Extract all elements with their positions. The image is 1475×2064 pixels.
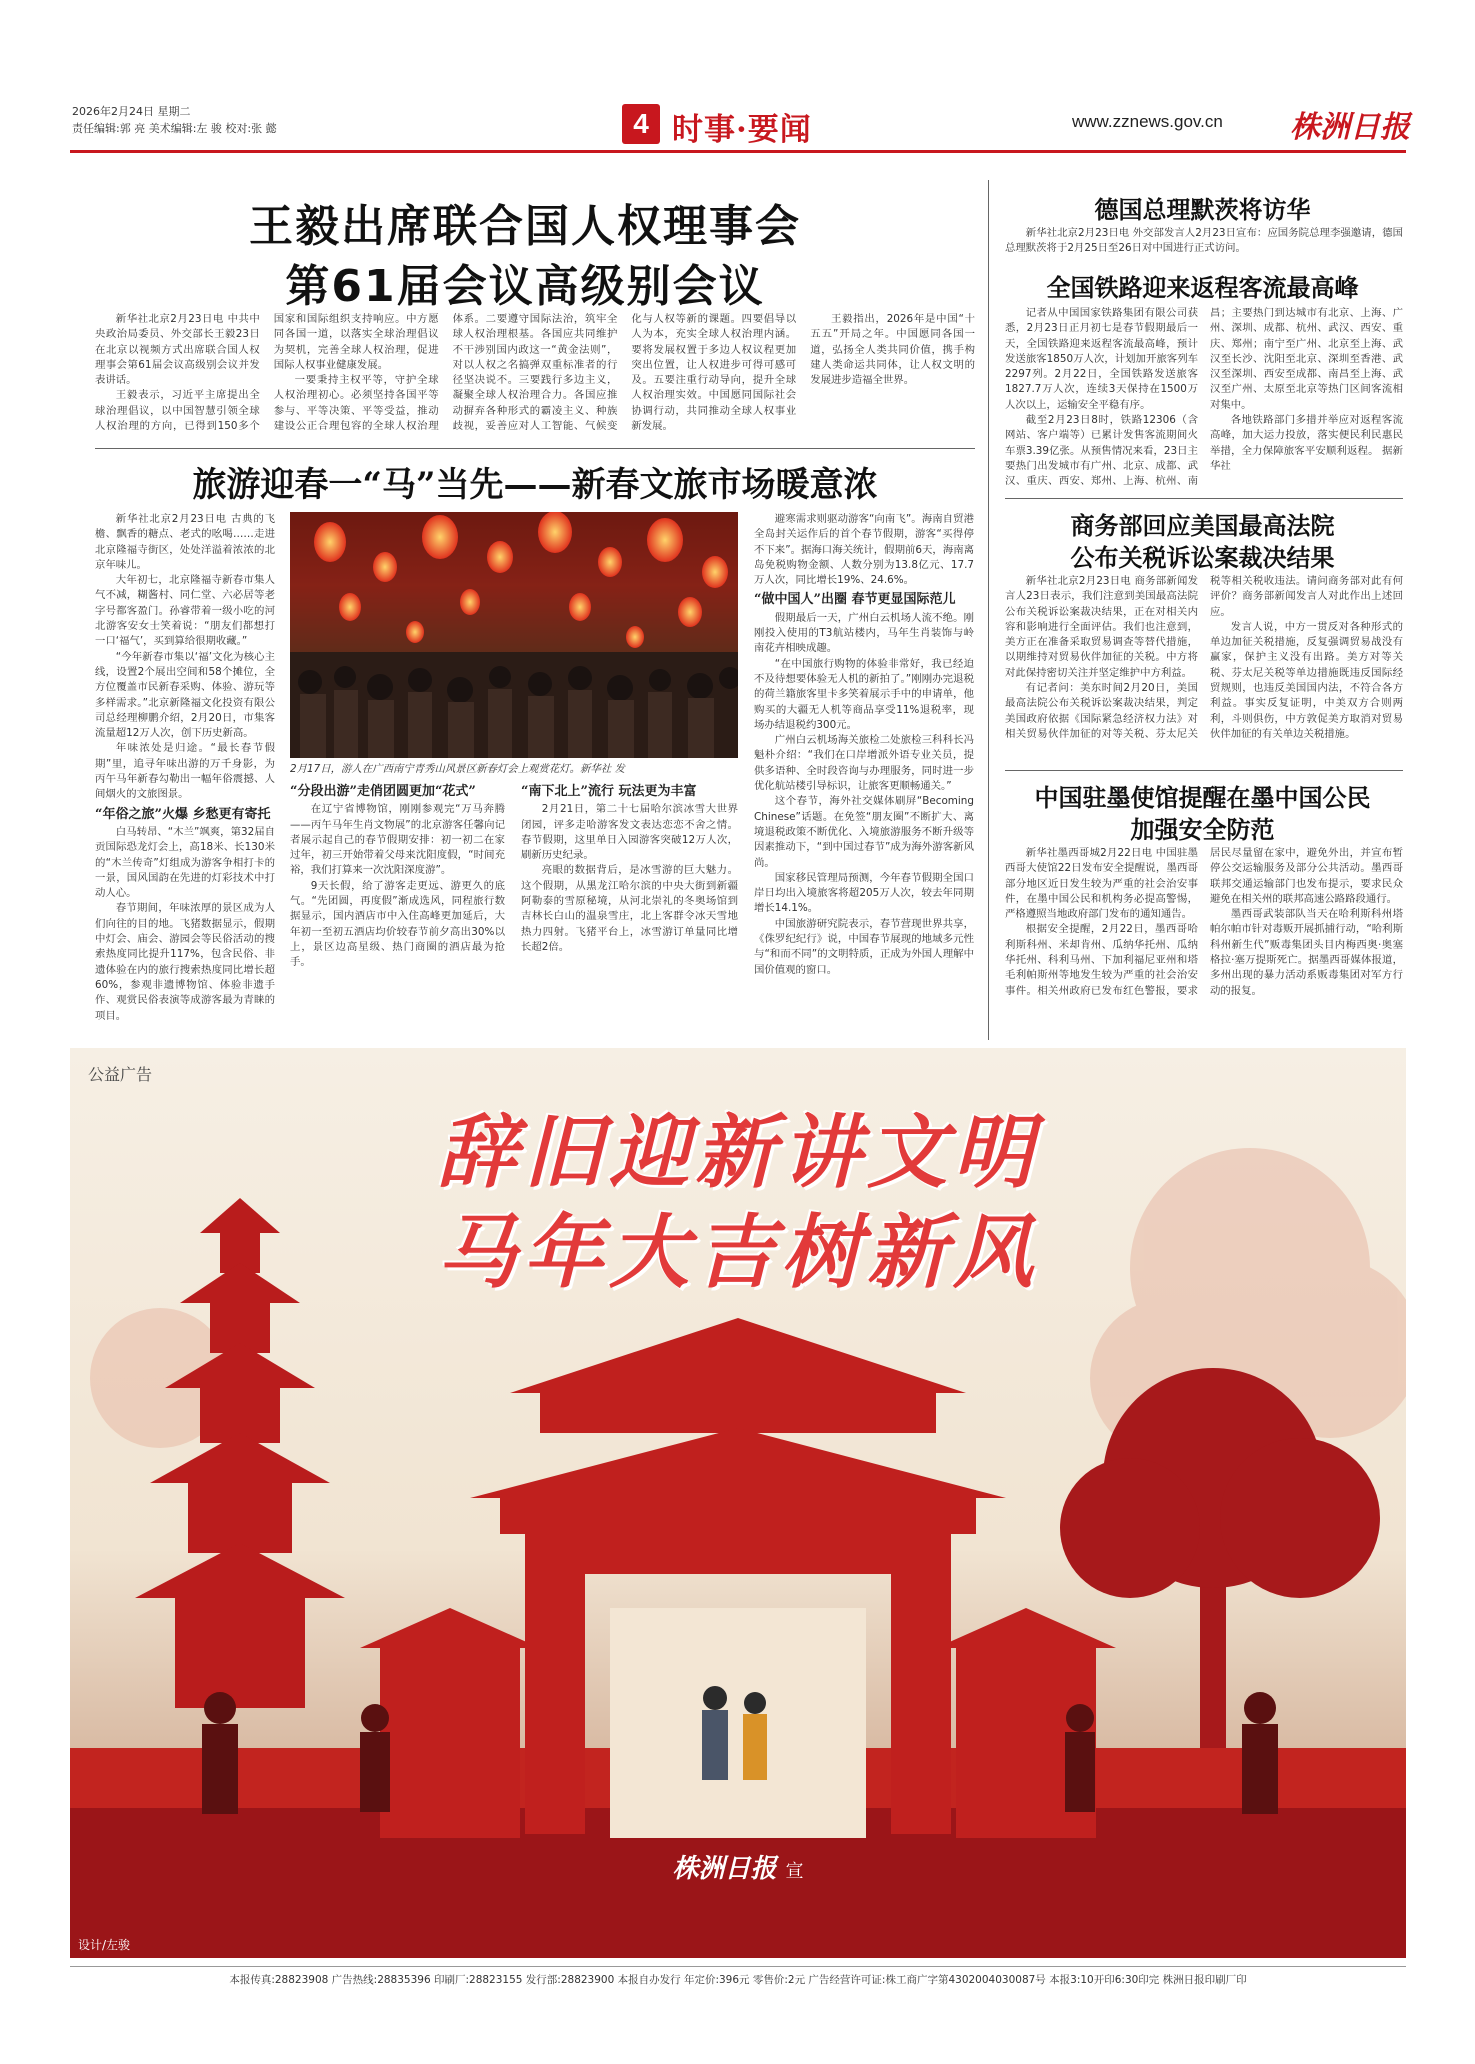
- section-title: 时事·要闻: [672, 112, 812, 148]
- newspaper-masthead: 株洲日报: [1290, 110, 1410, 145]
- tourism-paragraph: 大年初七，北京隆福寺新春市集人气不减，糊酱村、同仁堂、六必居等老字号都客盈门。孙睿带着一级小吃的河北游客安女士笑着说：“朋友们都想打一口‘福气’，买到算给很期收藏。”: [95, 574, 275, 648]
- commerce-paragraph: 有记者问：美东时间2月20日，美国最高法院公布关税诉讼案裁决结果，判定美国政府依据《国际紧急经济权力法》对相关贸易伙伴加征的对等关税、芬太尼关税等相关税收违法。请问商务部对此有何评价？商务部新闻发言人对此作出上述回应。: [1005, 575, 1403, 740]
- tourism-paragraph: 新华社北京2月23日电 古典的飞檐、飘香的糖点、老式的吆喝……走进北京隆福寺街区，处处洋溢着浓浓的北京年味儿。: [95, 513, 275, 571]
- railway-paragraph: 截至2月23日8时，铁路12306（含网站、客户端等）已累计发售客流期间火车票3.39亿张。从预售情况来看，23日主要热门出发城市有广州、北京、成都、武汉、重庆、西安、郑州、上海、杭州、南昌；主要热门到达城市有北京、上海、广州、深圳、成都、杭州、武汉、西安、重庆、郑州；南宁至广州、北京至上海、武汉至长沙、沈阳至北京、深圳至香港、武汉至深圳、西安至成都、南昌至上海、武汉至广州、太原至北京等热门区间客流相对集中。: [1005, 307, 1403, 488]
- tourism-paragraph: 年味浓处是归途。“最长春节假期”里，追寻年味出游的万千身影，为丙午马年新春勾勒出一幅年俗震撼、人间烟火的文旅图景。: [95, 742, 275, 801]
- tourism-paragraph: 国家移民管理局预测，今年春节假期全国口岸日均出入境旅客将超205万人次，较去年同期增长14.1%。: [754, 871, 974, 915]
- tourism-paragraph: 春节期间，年味浓厚的景区成为人们向往的目的地。飞猪数据显示，假期中灯会、庙会、游园会等民俗活动的搜索热度同比提升117%，包含民俗、非遗体验在内的旅行搜索热度同比增长超60%，参观非遗博物馆、体验非遗手作、观赏民俗表演等成游客最为青睐的项目。: [95, 902, 275, 1022]
- tourism-col1: [95, 512, 275, 1050]
- tourism-paragraph: 避寒需求则驱动游客“向南飞”。海南自贸港全岛封关运作后的首个春节假期，游客“买得停不下来”。据海口海关统计，假期前6天，海南离岛免税购物金额、人数分别为13.8亿元、17.7万人次，同比增长19%、24.6%。: [754, 513, 974, 587]
- ad-designer-credit: 设计/左骏: [78, 1938, 131, 1952]
- page-number: 4: [633, 108, 649, 139]
- tourism-paragraph: 白马转昂、“木兰”飒爽，第32届自贡国际恐龙灯会上，高18米、长130米的“木兰传奇”灯组成为游客争相打卡的一景，国风国韵在先进的灯彩技术中打动人心。: [95, 825, 275, 900]
- ad-brand: [70, 1848, 1406, 1885]
- tourism-subhead: “分段出游”走俏团圆更加“花式”: [290, 784, 476, 799]
- wangyi-headline-line1: 王毅出席联合国人权理事会: [249, 201, 801, 252]
- tourism-paragraph: 广州白云机场海关旅检二处旅检三科科长冯魁朴介绍：“我们在口岸增派外语专业关员，提供多语种、全时段咨询与办理服务，同时进一步优化航站楼引导标识，让旅客更顺畅通关。”: [754, 734, 974, 793]
- wangyi-paragraph: 新华社北京2月23日电 中共中央政治局委员、外交部长王毅23日在北京以视频方式出席联合国人权理事会第61届会议高级别会议并发表讲话。: [95, 313, 260, 387]
- tourism-col2: [290, 780, 505, 1050]
- divider: [1005, 498, 1403, 499]
- tourism-col4: [754, 512, 974, 1050]
- tourism-paragraph: “在中国旅行购物的体验非常好，我已经迫不及待想要体验无人机的新拍了。”刚刚办完退税的荷兰籍旅客里卡多笑着展示手中的申请单，他购买的大疆无人机等商品享受11%退税率，现场办结退税约300元。: [754, 657, 974, 731]
- ad-slogan-line1: 辞旧迎新讲文明: [437, 1106, 1039, 1199]
- ad-brand-name: 株洲日报: [672, 1854, 777, 1884]
- railway-headline: 全国铁路迎来返程客流最高峰: [1046, 273, 1359, 302]
- footer-rule: [70, 1966, 1406, 1967]
- wangyi-body: [95, 312, 975, 442]
- mexico-headline-line2: 加强安全防范: [1130, 815, 1275, 844]
- tourism-paragraph: 这个春节，海外社交媒体刷屏“Becoming Chinese”话题。在免签“朋友圈”不断扩大、离境退税政策不断优化、入境旅游服务不断升级等因素推动下，“到中国过春节”成为海外游客新风尚。: [754, 795, 974, 869]
- tourism-paragraph: 假期最后一天，广州白云机场人流不绝。刚刚投入使用的T3航站楼内，马年生肖装饰与岭南花卉相映成趣。: [754, 611, 974, 655]
- public-service-ad: [70, 1048, 1406, 1958]
- divider: [1005, 770, 1403, 771]
- tourism-subhead: “做中国人”出圈 春节更显国际范儿: [754, 592, 956, 608]
- mexico-paragraph: 新华社墨西哥城2月22日电 中国驻墨西哥大使馆22日发布安全提醒说，墨西哥部分地区近日发生较为严重的社会治安事件，在墨中国公民和机构务必提高警惕，严格遵照当地政府部门发布的通知通告。: [1005, 847, 1198, 921]
- commerce-headline-line2: 公布关税诉讼案裁决结果: [1070, 543, 1335, 572]
- wangyi-paragraph: 王毅指出，2026年是中国“十五五”开局之年。中国愿同各国一道，弘扬全人类共同价值，携手构建人类命运共同体，让人权文明的发展进步造福全世界。: [810, 313, 975, 387]
- railway-paragraph: 各地铁路部门多措并举应对返程客流高峰，加大运力投放，落实便民利民惠民举措，全力保障旅客平安顺利返程。 据新华社: [1210, 414, 1403, 472]
- lantern-festival-photo: [290, 512, 738, 758]
- wangyi-paragraph: 王毅表示，习近平主席提出全球治理倡议，以中国智慧引领全球人权治理的方向，已得到150多个国家和国际组织支持响应。中方愿同各国一道，以落实全球治理倡议为契机，完善全球人权治理，促进国际人权事业健康发展。: [95, 313, 439, 433]
- ad-slogan-line2: 马年大吉树新风: [437, 1206, 1039, 1299]
- ad-brand-suffix: 宣: [785, 1861, 804, 1882]
- tourism-paragraph: 2月21日，第二十七届哈尔滨冰雪大世界闭园，评多走哈游客发文表达恋恋不舍之情。春节假期，这里单日入园游客突破12万人次，刷新历史纪录。: [521, 803, 738, 862]
- wangyi-headline-line2: 第61届会议高级别会议: [285, 261, 765, 312]
- germany-headline: 德国总理默茨将访华: [1094, 195, 1311, 224]
- railway-paragraph: 记者从中国国家铁路集团有限公司获悉，2月23日正月初七是春节假期最后一天，全国铁路迎来返程客流最高峰，预计发送旅客1850万人次，计划加开旅客列车2297列。2月22日，全国铁路发送旅客1827.7万人次，连续3天保持在1500万人次以上，运输安全平稳有序。: [1005, 307, 1198, 411]
- wangyi-paragraph: 一要秉持主权平等，守护全球人权治理初心。必须坚持各国平等参与、平等决策、平等受益，推动建设公正合理包容的全球人权治理体系。二要遵守国际法治，筑牢全球人权治理根基。各国应共同维护不干涉别国内政这一“黄金法则”，对以人权之名搞弹双重标准者的行径坚决说不。三要践行多边主义，凝聚全球人权治理合力。各国应推动摒弃各种形式的霸凌主义、种族歧视，妥善应对人工智能、气候变化与人权等新的课题。四要倡导以人为本，充实全球人权治理内涵。要将发展权置于多边人权议程更加突出位置，让人权进步可得可感可及。五要注重行动导向，提升全球人权治理实效。中国愿同国际社会协调行动，共同推动全球人权事业新发展。: [273, 313, 797, 433]
- railway-body: [1005, 306, 1403, 492]
- mexico-paragraph: 根据安全提醒，2月22日，墨西哥哈利斯科州、米却肯州、瓜纳华托州、瓜纳华托州、科利马州、下加利福尼亚州和塔毛利帕斯州等地发生较为严重的社会治安事件。相关州政府已发布红色警报，要求居民尽量留在家中，避免外出，并宣布暂停公交运输服务及部分公共活动。墨西哥联邦交通运输部门也发布提示，要求民众避免在相关州的联邦高速公路路段通行。: [1005, 847, 1403, 997]
- footer-info: 本报传真:28823908 广告热线:28835396 印刷厂:28823155 发行部:28823900 本报自办发行 年定价:396元 零售价:2元 广告经营许可证:株工商广字第4302004030087号 本报3:10开印6:30印完 株洲日报印刷厂印: [229, 1974, 1247, 1986]
- germany-paragraph: 新华社北京2月23日电 外交部发言人2月23日宣布：应国务院总理李强邀请，德国总理默茨将于2月25日至26日对中国进行正式访问。: [1005, 227, 1403, 255]
- mexico-headline-line1: 中国驻墨使馆提醒在墨中国公民: [1034, 783, 1371, 812]
- header-rule: [70, 150, 1406, 153]
- tourism-paragraph: 中国旅游研究院表示，春节营现世界共享，《侏罗纪纪行》说，中国春节展现的地域多元性与“和而不同”的文明特质，正成为外国人理解中国价值观的窗口。: [754, 917, 974, 976]
- commerce-headline-line1: 商务部回应美国最高法院: [1070, 511, 1335, 540]
- website-url[interactable]: www.zznews.gov.cn: [1072, 112, 1223, 131]
- tourism-paragraph: 亮眼的数据背后，是冰雪游的巨大魅力。这个假期，从黑龙江哈尔滨的中央大街到新疆阿勒泰的雪原秘境，从河北崇礼的冬奥场馆到吉林长白山的温泉雪庄，北上客群令冰天雪地热力四射。飞猪平台上，冰雪游订单量同比增长超2倍。: [521, 864, 738, 953]
- mexico-body: [1005, 846, 1403, 1042]
- page-number-badge: [622, 104, 660, 144]
- commerce-paragraph: 发言人说，中方一贯反对各种形式的单边加征关税措施，反复强调贸易战没有赢家，保护主义没有出路。美方对等关税、芬太尼关税等单边措施既违反国际经贸规则，也违反美国国内法，不符合各方利益。事实反复证明，中美双方合则两利，斗则俱伤，中方敦促美方取消对贸易伙伴加征的有关单边关税措施。: [1210, 620, 1403, 740]
- divider: [95, 448, 975, 449]
- tourism-subhead: “年俗之旅”火爆 乡愁更有寄托: [95, 806, 271, 822]
- commerce-body: [1005, 574, 1403, 764]
- mexico-paragraph: 墨西哥武装部队当天在哈利斯科州塔帕尔帕市针对毒贩开展抓捕行动，“哈利斯科州新生代”贩毒集团头目内梅西奥·奥塞格拉·塞万提斯死亡。据墨西哥媒体报道，多州出现的暴力活动系贩毒集团对军方行动的报复。: [1210, 908, 1403, 997]
- photo-caption: 2月17日，游人在广西南宁青秀山风景区新春灯会上观赏花灯。新华社 发: [290, 763, 625, 775]
- editor-credits: 责任编辑:郭 亮 美术编辑:左 骏 校对:张 懿: [72, 122, 277, 135]
- tourism-col3: [521, 780, 738, 1050]
- ad-label: 公益广告: [88, 1065, 153, 1084]
- lantern-scene: [290, 512, 738, 758]
- tourism-subhead: “南下北上”流行 玩法更为丰富: [521, 784, 697, 799]
- tourism-paragraph: 9天长假，给了游客走更远、游更久的底气。“先团圆，再度假”渐成选风，同程旅行数据显示，国内酒店市中入住高峰更加延后，大年初一至初五酒店均价较春节前夕高出30%以上，景区边高星级、热门商圈的酒店最为抢手。: [290, 879, 505, 969]
- tourism-headline: 旅游迎春一“马”当先——新春文旅市场暖意浓: [192, 465, 878, 505]
- tourism-paragraph: 在辽宁省博物馆，刚刚参观完“万马奔腾——丙午马年生肖文物展”的北京游客任馨向记者展示起自己的春节假期安排：初一初二在家过年，初三开始带着父母来沈阳度假，“时间充裕，我们打算来一次沈阳深度游”。: [290, 803, 505, 877]
- tourism-paragraph: “今年新春市集以‘福’文化为核心主线，设置2个展出空间和58个摊位，全方位覆盖市民新春采购、体验、游玩等多样需求。”北京新隆福文化投资有限公司总经理柳鹏介绍，2月20日，市集客流量超12万人次，创下历史新高。: [95, 650, 275, 740]
- commerce-paragraph: 新华社北京2月23日电 商务部新闻发言人23日表示，我们注意到美国最高法院公布关税诉讼案裁决结果，正在对相关内容和影响进行全面评估。我们也注意到，美方正在准备采取贸易调查等替代措施，以期维持对贸易伙伴加征的关税。中方将对此保持密切关注并坚定维护中方利益。: [1005, 575, 1198, 679]
- column-divider: [988, 180, 989, 1040]
- germany-body: [1005, 226, 1403, 260]
- issue-date: 2026年2月24日 星期二: [72, 105, 191, 118]
